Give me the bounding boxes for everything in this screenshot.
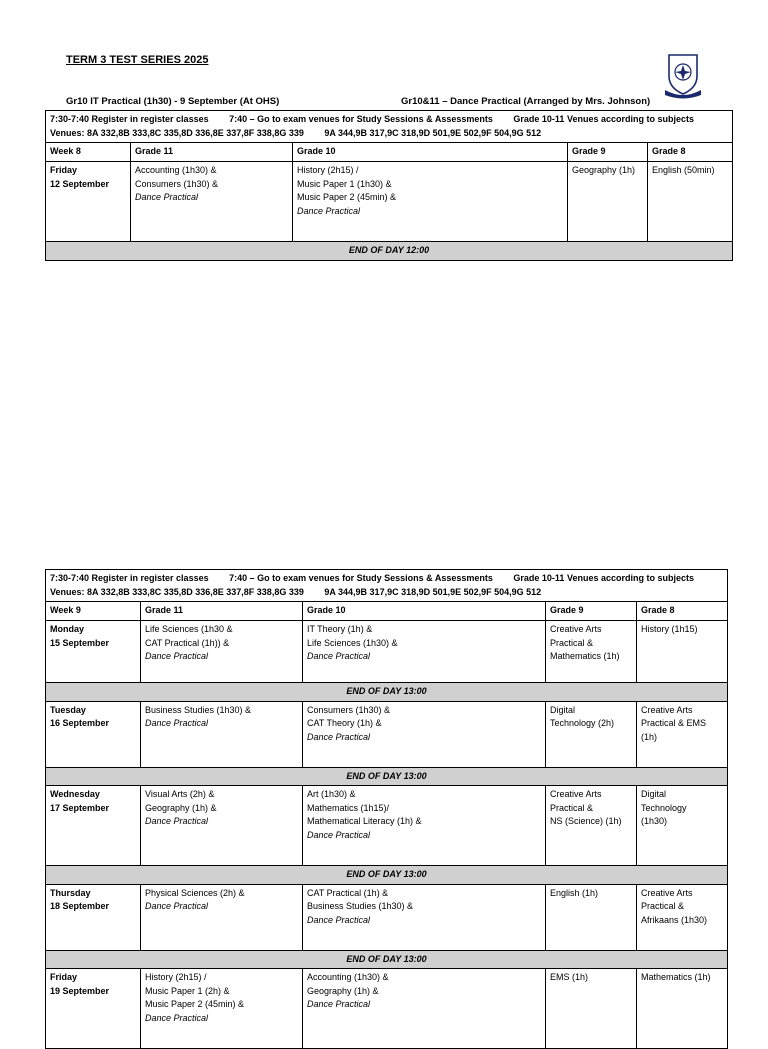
table-cell: [131, 162, 293, 242]
week8-timetable: [45, 110, 733, 261]
grade10-11-venues: Grade 10-11 Venues according to subjects: [513, 114, 694, 124]
day-row-wednesday: [46, 786, 728, 866]
cell-text: Music Paper 1 (2h) &: [145, 985, 230, 996]
col-grade11: Grade 11: [131, 143, 293, 162]
table-cell: [141, 884, 303, 950]
cell-text: Dance Practical: [145, 1012, 209, 1023]
cell-text: Dance Practical: [297, 205, 361, 216]
cell-text: Grade 11: [141, 602, 303, 621]
cell-text: Grade 9: [546, 602, 637, 621]
cell-text: Monday: [50, 624, 85, 634]
cell-text: 12 September: [50, 178, 110, 189]
table-cell: [637, 786, 728, 866]
cell-text: Dance Practical: [307, 999, 371, 1009]
cell-text: History (2h15) /: [297, 165, 359, 175]
cell-text: Grade 8: [637, 602, 728, 621]
cell-text: Business Studies (1h30) &: [145, 704, 252, 715]
cell-text: NS (Science) (1h): [550, 816, 622, 826]
cell-text: 18 September: [50, 901, 110, 911]
cell-text: Life Sciences (1h30 &: [145, 624, 233, 634]
cell-text: Music Paper 1 (1h30) &: [297, 178, 392, 189]
cell-text: Music Paper 2 (45min) &: [145, 999, 245, 1009]
info-row: [46, 570, 728, 602]
cell-text: END OF DAY 12:00: [46, 242, 733, 261]
table-cell: [546, 621, 637, 683]
cell-text: Geography (1h) &: [307, 985, 379, 996]
cell-text: Grade 10: [303, 602, 546, 621]
cell-text: Technology: [641, 802, 687, 813]
cell-text: Wednesday: [50, 789, 100, 799]
table-cell: [303, 786, 546, 866]
cell-text: Art (1h30) &: [307, 789, 356, 799]
table-cell: [141, 621, 303, 683]
register-time: 7:30-7:40 Register in register classes: [50, 114, 209, 124]
table-cell: [303, 621, 546, 683]
cell-text: Afrikaans (1h30): [641, 914, 708, 925]
cell-text: Geography (1h) &: [145, 802, 217, 813]
exam-venue-note: 7:40 – Go to exam venues for Study Sessions & Assessments: [229, 114, 493, 124]
cell-text: CAT Practical (1h)) &: [145, 637, 230, 648]
table-cell: [46, 701, 141, 767]
cell-text: Practical & EMS: [641, 718, 707, 728]
cell-text: 19 September: [50, 985, 110, 996]
cell-text: Accounting (1h30) &: [135, 165, 217, 175]
table-cell: [46, 969, 141, 1049]
cell-text: Tuesday: [50, 704, 86, 715]
day-row-friday-19: [46, 969, 728, 1049]
cell-text: Business Studies (1h30) &: [307, 901, 414, 911]
cell-text: Dance Practical: [307, 914, 371, 925]
cell-text: CAT Theory (1h) &: [307, 718, 382, 728]
cell-text: Consumers (1h30) &: [135, 178, 219, 189]
table-cell: [293, 162, 568, 242]
cell-text: END OF DAY 13:00: [46, 767, 728, 786]
table-cell: [46, 621, 141, 683]
cell-text: English (1h): [546, 884, 637, 950]
col-grade10: Grade 10: [293, 143, 568, 162]
cell-text: Practical &: [550, 637, 594, 648]
cell-text: History (1h15): [637, 621, 728, 683]
cell-text: Accounting (1h30) &: [307, 972, 389, 982]
cell-text: Thursday: [50, 887, 91, 898]
header-row: [46, 602, 728, 621]
cell-text: 7:40 – Go to exam venues for Study Sessions & Assessments: [229, 573, 493, 583]
week-label: Week 9: [46, 602, 141, 621]
day-row-friday-12: [46, 162, 733, 242]
cell-text: 17 September: [50, 802, 110, 813]
table-cell: [546, 701, 637, 767]
end-of-day-row: [46, 767, 728, 786]
table-cell: [303, 969, 546, 1049]
cell-text: 7:30-7:40 Register in register classes: [50, 573, 209, 583]
school-crest-logo: [664, 52, 702, 100]
cell-text: END OF DAY 13:00: [46, 950, 728, 969]
cell-text: Mathematics (1h): [550, 651, 620, 661]
cell-text: Mathematics (1h): [637, 969, 728, 1049]
table-cell: [46, 162, 131, 242]
table-cell: [546, 786, 637, 866]
cell-text: Creative Arts: [641, 704, 693, 715]
cell-text: 9A 344,9B 317,9C 318,9D 501,9E 502,9F 504,9G 512: [324, 586, 542, 597]
cell-text: Creative Arts: [641, 887, 693, 898]
end-of-day-row: [46, 242, 733, 261]
table-cell: [46, 884, 141, 950]
table-cell: [303, 884, 546, 950]
cell-text: Dance Practical: [145, 651, 209, 661]
end-of-day-row: [46, 683, 728, 702]
cell-text: Dance Practical: [135, 192, 199, 202]
cell-text: Dance Practical: [145, 718, 209, 728]
day-row-tuesday: [46, 701, 728, 767]
cell-text: Physical Sciences (2h) &: [145, 887, 245, 898]
cell-text: Dance Practical: [145, 816, 209, 826]
cell-text: IT Theory (1h) &: [307, 624, 373, 634]
cell-text: 16 September: [50, 718, 110, 728]
table-cell: [141, 969, 303, 1049]
day-row-thursday: [46, 884, 728, 950]
cell-text: Grade 10-11 Venues according to subjects: [513, 573, 694, 583]
cell-text: Technology (2h): [550, 718, 615, 728]
table-cell: [637, 884, 728, 950]
cell-text: Dance Practical: [307, 651, 371, 661]
cell-text: Life Sciences (1h30) &: [307, 637, 398, 648]
header-row: [46, 143, 733, 162]
it-practical-note: Gr10 IT Practical (1h30) - 9 September (At OHS): [66, 96, 280, 107]
day-row-monday: [46, 621, 728, 683]
cell-text: Creative Arts: [550, 789, 602, 799]
table-cell: [46, 786, 141, 866]
end-of-day-row: [46, 866, 728, 885]
week9-timetable: [45, 569, 728, 1049]
cell-text: END OF DAY 13:00: [46, 683, 728, 702]
table-cell: [46, 570, 728, 602]
cell-text: Friday: [50, 165, 78, 175]
table-cell: [46, 111, 733, 143]
week-label: Week 8: [46, 143, 131, 162]
cell-text: EMS (1h): [546, 969, 637, 1049]
cell-text: Consumers (1h30) &: [307, 704, 391, 715]
cell-text: Music Paper 2 (45min) &: [297, 192, 397, 202]
info-row: [46, 111, 733, 143]
cell-text: Mathematical Literacy (1h) &: [307, 816, 422, 826]
cell-text: Dance Practical: [307, 731, 371, 742]
cell-text: Dance Practical: [145, 901, 209, 911]
document-title: TERM 3 TEST SERIES 2025: [66, 54, 209, 66]
venues-grade9: 9A 344,9B 317,9C 318,9D 501,9E 502,9F 504,9G 512: [324, 127, 542, 138]
cell-text: Venues: 8A 332,8B 333,8C 335,8D 336,8E 337,8F 338,8G 339: [50, 586, 304, 597]
cell-text: CAT Practical (1h) &: [307, 887, 389, 898]
venues-grade8: Venues: 8A 332,8B 333,8C 335,8D 336,8E 337,8F 338,8G 339: [50, 127, 304, 138]
cell-text: Mathematics (1h15)/: [307, 802, 390, 813]
cell-text: Visual Arts (2h) &: [145, 789, 215, 799]
table-cell: [141, 701, 303, 767]
col-grade8: Grade 8: [648, 143, 733, 162]
cell-text: Digital: [641, 789, 667, 799]
cell-text: Dance Practical: [307, 829, 371, 840]
cell-text: Practical &: [641, 901, 685, 911]
table-cell: [303, 701, 546, 767]
cell-text: (1h30): [641, 816, 668, 826]
cell-text: Creative Arts: [550, 624, 602, 634]
table-cell: [141, 786, 303, 866]
cell-text: History (2h15) /: [145, 972, 207, 982]
table-cell: [637, 701, 728, 767]
end-of-day-row: [46, 950, 728, 969]
cell-text: English (50min): [648, 162, 733, 242]
cell-text: 15 September: [50, 637, 110, 648]
cell-text: END OF DAY 13:00: [46, 866, 728, 885]
cell-text: (1h): [641, 731, 658, 742]
dance-practical-note: Gr10&11 – Dance Practical (Arranged by Mrs. Johnson): [401, 96, 651, 107]
cell-text: Digital: [550, 704, 576, 715]
cell-text: Geography (1h): [568, 162, 648, 242]
col-grade9: Grade 9: [568, 143, 648, 162]
cell-text: Friday: [50, 972, 78, 982]
cell-text: Practical &: [550, 802, 594, 813]
